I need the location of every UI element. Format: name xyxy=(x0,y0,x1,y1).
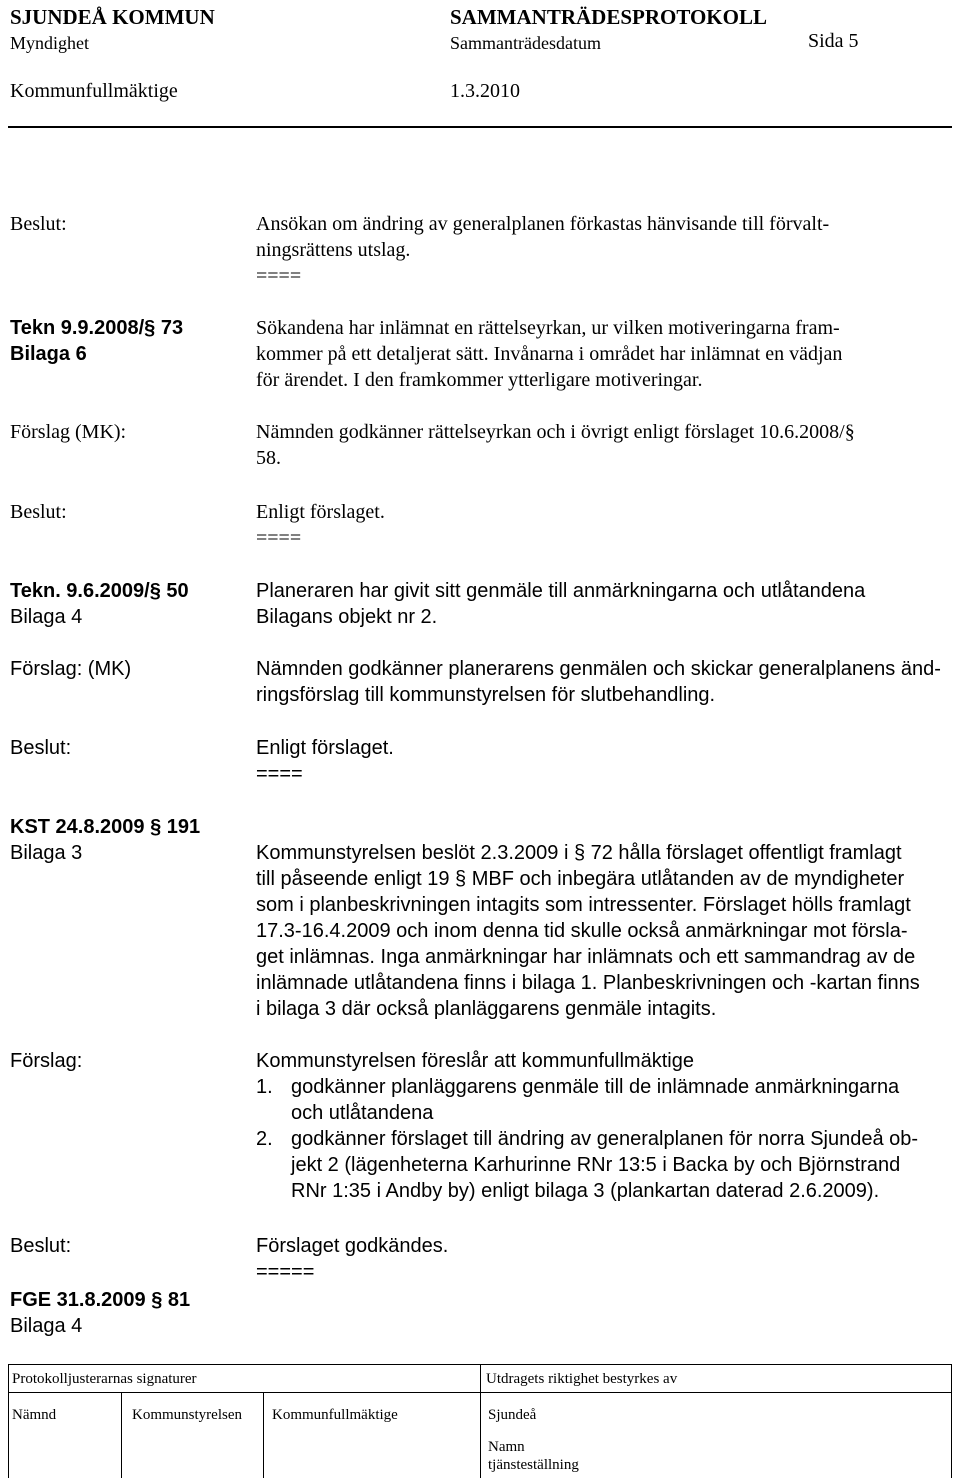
place-field: Sjundeå xyxy=(488,1407,537,1423)
case-reference: Tekn 9.9.2008/§ 73 xyxy=(10,317,184,339)
proposal-intro: Kommunstyrelsen föreslår att kommunfullmäktige xyxy=(256,1050,694,1072)
text-line: Enligt förslaget. xyxy=(256,737,394,759)
section-body xyxy=(256,499,385,551)
text-line: jekt 2 (lägenheterna Karhurinne RNr 13:5 i Backa by och Björnstrand xyxy=(291,1154,901,1176)
case-reference: Tekn. 9.6.2009/§ 50 xyxy=(10,580,189,602)
header-divider xyxy=(8,126,952,128)
text-line: i bilaga 3 där också planläggarens genmäle intagits. xyxy=(256,998,717,1020)
section-body xyxy=(256,419,855,471)
authority: Kommunfullmäktige xyxy=(10,80,178,102)
section-label-beslut: Beslut: xyxy=(10,1235,72,1257)
org-name: SJUNDEÅ KOMMUN xyxy=(10,5,215,29)
text-line: till påseende enligt 19 § MBF och inbegära utlåtanden av de myndigheter xyxy=(256,868,905,890)
text-line: get inlämnas. Inga anmärkningar har inlämnats och ett sammandrag av de xyxy=(256,946,916,968)
case-reference: KST 24.8.2009 § 191 xyxy=(10,816,201,838)
text-line: inlämnade utlåtandena finns i bilaga 1. Planbeskrivningen och -kartan finns xyxy=(256,972,920,994)
section-label-forslag: Förslag: (MK) xyxy=(10,658,132,680)
attachment-ref: Bilaga 3 xyxy=(10,842,83,864)
attachment-ref: Bilaga 4 xyxy=(10,1315,83,1337)
footer-col-divider xyxy=(263,1392,264,1478)
signature-col-kommunfullmaktige: Kommunfullmäktige xyxy=(272,1407,398,1423)
list-number: 1. xyxy=(256,1076,273,1098)
name-field: Namn xyxy=(488,1439,525,1455)
attachment-ref: Bilaga 4 xyxy=(10,606,83,628)
list-number: 2. xyxy=(256,1128,273,1150)
text-line: Ansökan om ändring av generalplanen förkastas hänvisande till förvalt- xyxy=(256,213,830,235)
signature-footer xyxy=(8,1364,952,1478)
text-line: Nämnden godkänner planerarens genmälen och skickar generalplanens änd- xyxy=(256,658,941,680)
footer-center-divider xyxy=(480,1364,481,1478)
text-line: Bilagans objekt nr 2. xyxy=(256,606,438,628)
authority-label: Myndighet xyxy=(10,33,89,53)
text-line: ringsförslag till kommunstyrelsen för slutbehandling. xyxy=(256,684,716,706)
attachment-ref: Bilaga 6 xyxy=(10,343,87,365)
list-item xyxy=(256,1126,918,1204)
text-line: ==== xyxy=(256,763,303,785)
section-label-forslag: Förslag (MK): xyxy=(10,421,127,443)
text-line: Sökandena har inlämnat en rättelseyrkan, ur vilken motiveringarna fram- xyxy=(256,317,840,339)
text-line: ==== xyxy=(256,265,302,287)
text-line: Planeraren har givit sitt genmäle till anmärkningarna och utlåtandena xyxy=(256,580,866,602)
text-line: 58. xyxy=(256,447,281,469)
list-item xyxy=(256,1074,918,1126)
section-body xyxy=(256,578,865,630)
certification-label: Utdragets riktighet bestyrkes av xyxy=(486,1371,678,1387)
text-line: 17.3-16.4.2009 och inom denna tid skulle också anmärkningar mot försla- xyxy=(256,920,908,942)
page-number: Sida 5 xyxy=(808,30,859,52)
meeting-date: 1.3.2010 xyxy=(450,80,520,102)
text-line: ==== xyxy=(256,527,302,549)
section-label-forslag: Förslag: xyxy=(10,1050,83,1072)
section-body xyxy=(256,315,842,393)
text-line: Enligt förslaget. xyxy=(256,501,385,523)
text-line: Förslaget godkändes. xyxy=(256,1235,449,1257)
signature-col-namnd: Nämnd xyxy=(12,1407,57,1423)
section-label-beslut: Beslut: xyxy=(10,213,67,235)
footer-col-divider xyxy=(121,1392,122,1478)
text-line: ===== xyxy=(256,1261,315,1283)
footer-right-border xyxy=(951,1364,952,1478)
date-label: Sammanträdesdatum xyxy=(450,33,601,53)
section-body xyxy=(256,1233,448,1285)
section-body xyxy=(256,211,829,289)
section-body xyxy=(256,735,394,787)
text-line: RNr 1:35 i Andby by) enligt bilaga 3 (plankartan daterad 2.6.2009). xyxy=(291,1180,880,1202)
title-field: tjänsteställning xyxy=(488,1457,579,1473)
text-line: godkänner planläggarens genmäle till de inlämnade anmärkningarna xyxy=(291,1076,900,1098)
text-line: för ärendet. I den framkommer ytterligare motiveringar. xyxy=(256,369,703,391)
proposal-list xyxy=(256,1074,918,1204)
section-body xyxy=(256,840,920,1022)
section-body xyxy=(256,656,941,708)
text-line: godkänner förslaget till ändring av generalplanen för norra Sjundeå ob- xyxy=(291,1128,919,1150)
case-reference: FGE 31.8.2009 § 81 xyxy=(10,1289,191,1311)
text-line: och utlåtandena xyxy=(291,1102,434,1124)
text-line: kommer på ett detaljerat sätt. Invånarna i området har inlämnat en vädjan xyxy=(256,343,843,365)
signatures-label: Protokolljusterarnas signaturer xyxy=(12,1371,197,1387)
signature-col-kommunstyrelsen: Kommunstyrelsen xyxy=(132,1407,242,1423)
document-type: SAMMANTRÄDESPROTOKOLL xyxy=(450,5,767,29)
text-line: som i planbeskrivningen intagits som intressenter. Förslaget hölls framlagt xyxy=(256,894,911,916)
text-line: ningsrättens utslag. xyxy=(256,239,411,261)
footer-left-border xyxy=(8,1364,9,1478)
section-label-beslut: Beslut: xyxy=(10,737,72,759)
text-line: Nämnden godkänner rättelseyrkan och i övrigt enligt förslaget 10.6.2008/§ xyxy=(256,421,855,443)
text-line: Kommunstyrelsen beslöt 2.3.2009 i § 72 hålla förslaget offentligt framlagt xyxy=(256,842,902,864)
section-label-beslut: Beslut: xyxy=(10,501,67,523)
